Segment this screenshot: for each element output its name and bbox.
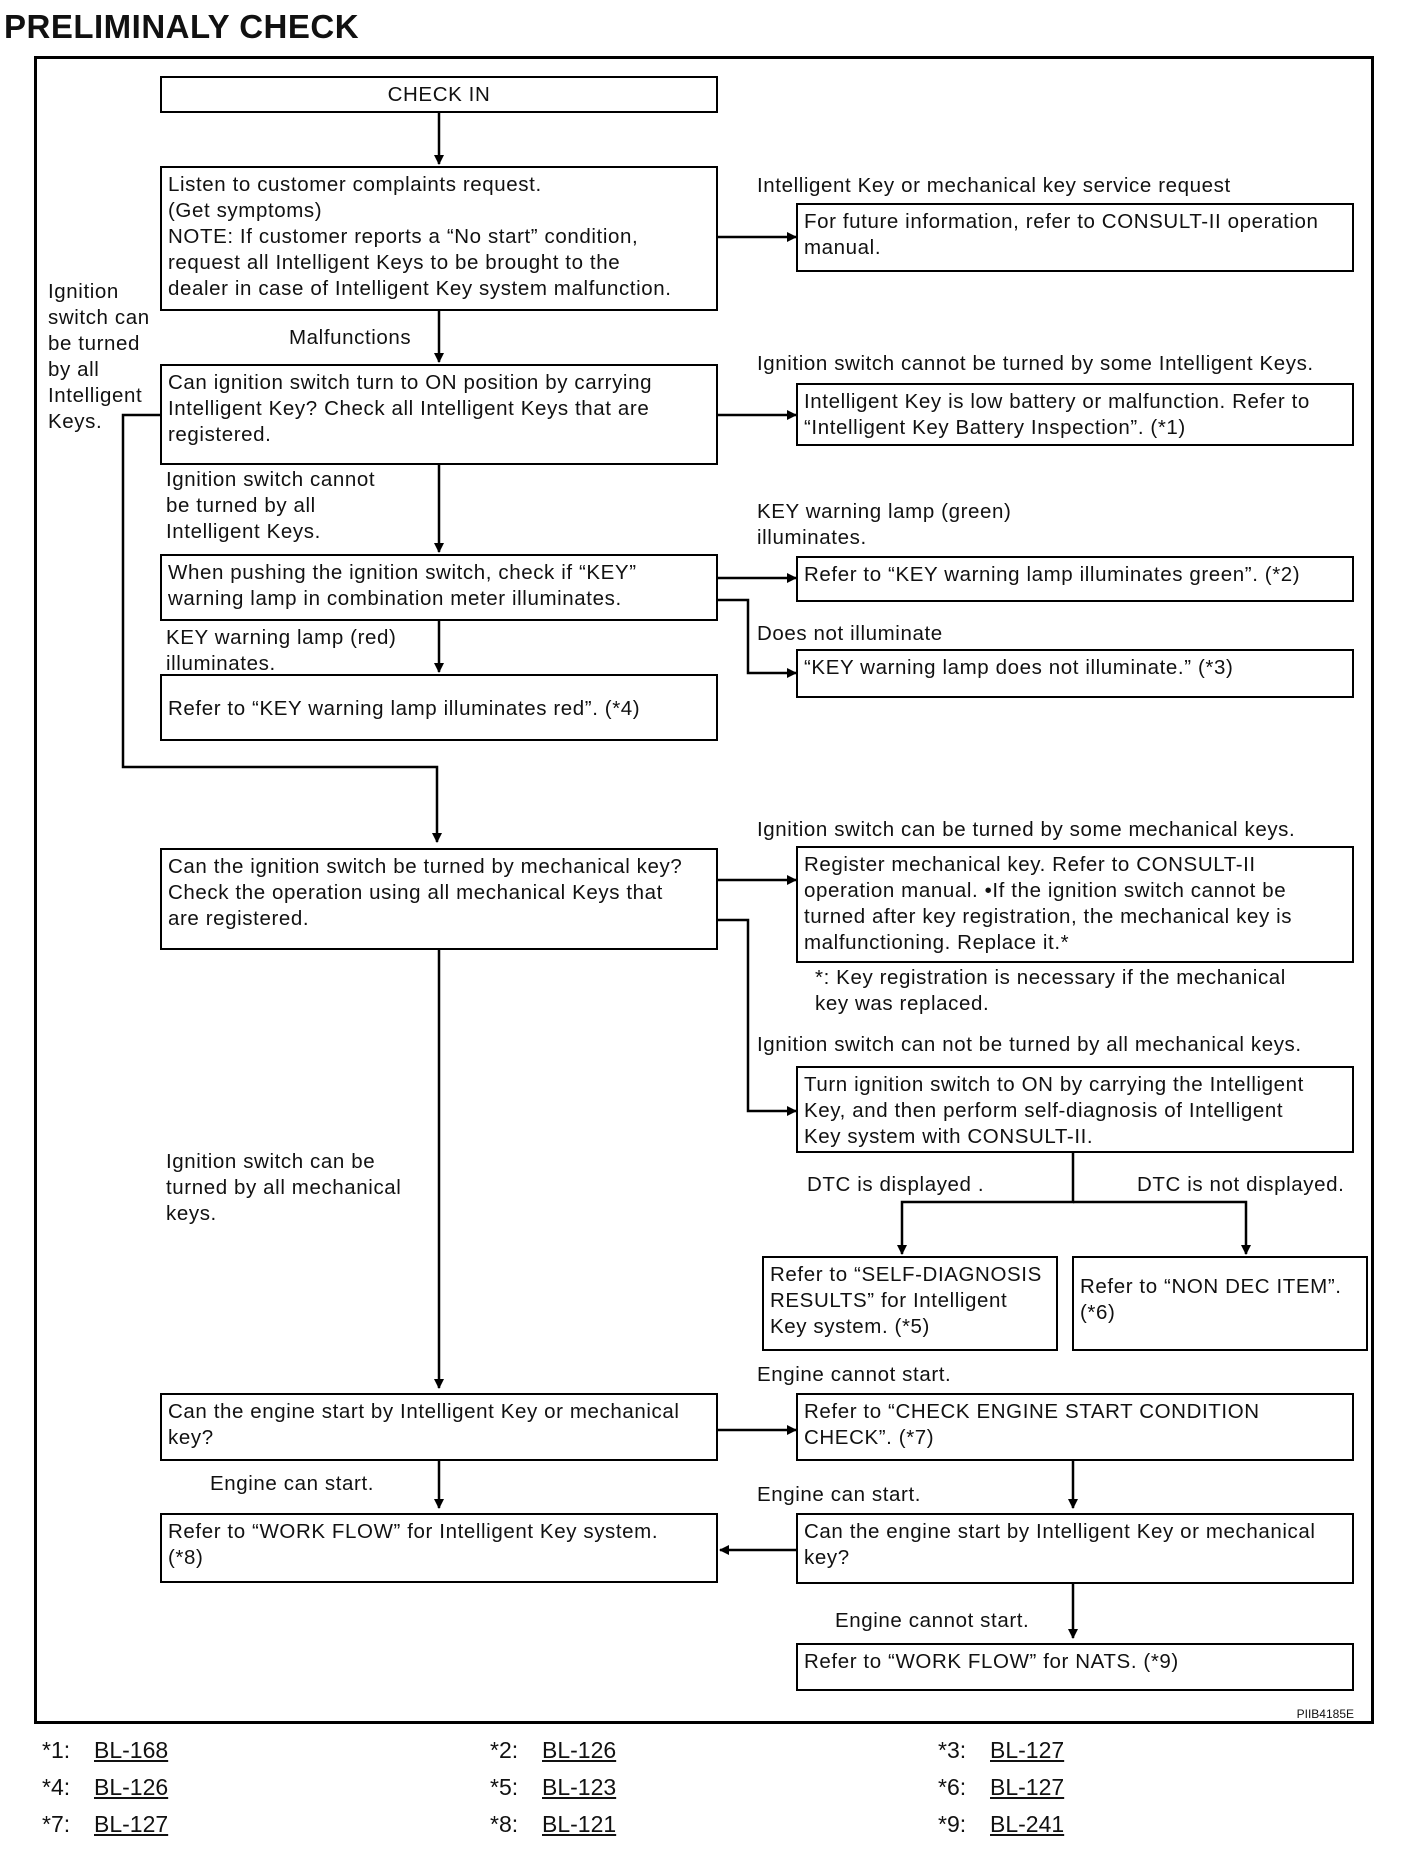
engine-cannot-start-label-1: Engine cannot start. xyxy=(757,1363,952,1386)
check-in-box: CHECK IN xyxy=(160,76,718,113)
footnote-2: *2: BL-126 xyxy=(490,1737,617,1763)
engine-start-right-box: Can the engine start by Intelligent Key or mechanical key? xyxy=(796,1513,1354,1584)
low-battery-box: Intelligent Key is low battery or malfunction. Refer to “Intelligent Key Battery Inspection”. (*1) xyxy=(796,383,1354,446)
footnote-9: *9: BL-241 xyxy=(938,1811,1065,1837)
non-dec-box: Refer to “NON DEC ITEM”. (*6) xyxy=(1072,1256,1368,1351)
footnote-link-5[interactable]: BL-123 xyxy=(542,1774,617,1800)
work-flow-nats-box: Refer to “WORK FLOW” for NATS. (*9) xyxy=(796,1643,1354,1691)
engine-can-start-left-label: Engine can start. xyxy=(210,1472,375,1495)
refer-red-box: Refer to “KEY warning lamp illuminates red”. (*4) xyxy=(160,674,718,741)
can-ignition-box: Can ignition switch turn to ON position by carrying Intelligent Key? Check all Intelligent Keys that are registered. xyxy=(160,364,718,465)
refer-green-box: Refer to “KEY warning lamp illuminates green”. (*2) xyxy=(796,556,1354,602)
footnote-link-4[interactable]: BL-126 xyxy=(94,1774,169,1800)
page-title: PRELIMINALY CHECK xyxy=(4,8,360,45)
ignition-all-label: Ignition switch can be turned by all Intelligent Keys. xyxy=(48,280,150,433)
footnote-6: *6: BL-127 xyxy=(938,1774,1065,1800)
engine-cannot-start-label-2: Engine cannot start. xyxy=(835,1609,1030,1632)
footnote-3: *3: BL-127 xyxy=(938,1737,1065,1763)
listen-complaints-box: Listen to customer complaints request. (Get symptoms) NOTE: If customer reports a “No start” condition, request all Intelligent Keys to be brought to the dealer in case of Intelligent Key system malfunction. xyxy=(160,166,718,311)
footnote-1: *1: BL-168 xyxy=(42,1737,169,1763)
arrow-mech-turnon xyxy=(718,920,796,1111)
register-mech-box: Register mechanical key. Refer to CONSULT-II operation manual. •If the ignition switch cannot be turned after key registration, the mechanical key is malfunctioning. Replace it.* xyxy=(796,846,1354,963)
not-all-mech-label: Ignition switch can not be turned by all mechanical keys. xyxy=(757,1033,1302,1056)
self-diagnosis-box: Refer to “SELF-DIAGNOSIS RESULTS” for Intelligent Key system. (*5) xyxy=(762,1256,1058,1351)
some-mech-label: Ignition switch can be turned by some mechanical keys. xyxy=(757,818,1296,841)
footnote-4: *4: BL-126 xyxy=(42,1774,169,1800)
red-lamp-label: KEY warning lamp (red) illuminates. xyxy=(166,626,397,675)
dtc-not-displayed-label: DTC is not displayed. xyxy=(1137,1173,1345,1196)
arrow-turnon-nondec xyxy=(1073,1202,1246,1254)
mech-key-box: Can the ignition switch be turned by mechanical key? Check the operation using all mechanical Keys that are registered. xyxy=(160,848,718,950)
footnote-8: *8: BL-121 xyxy=(490,1811,617,1837)
ik-service-label: Intelligent Key or mechanical key service request xyxy=(757,174,1231,197)
footnote-7: *7: BL-127 xyxy=(42,1811,169,1837)
arrow-turnon-selfdiag xyxy=(902,1153,1073,1254)
work-flow-ik-box: Refer to “WORK FLOW” for Intelligent Key system. (*8) xyxy=(160,1513,718,1583)
footnote-link-9[interactable]: BL-241 xyxy=(990,1811,1065,1837)
cannot-some-ik-label: Ignition switch cannot be turned by some Intelligent Keys. xyxy=(757,352,1314,375)
pushing-ignition-box: When pushing the ignition switch, check if “KEY” warning lamp in combination meter illuminates. xyxy=(160,554,718,621)
footnote-link-8[interactable]: BL-121 xyxy=(542,1811,617,1837)
not-illuminate-box: “KEY warning lamp does not illuminate.” (*3) xyxy=(796,649,1354,698)
all-mech-label: Ignition switch can be turned by all mechanical keys. xyxy=(166,1150,402,1225)
footnote-link-2[interactable]: BL-126 xyxy=(542,1737,617,1763)
footnote-link-3[interactable]: BL-127 xyxy=(990,1737,1065,1763)
future-info-box: For future information, refer to CONSULT-II operation manual. xyxy=(796,203,1354,272)
footnote-link-7[interactable]: BL-127 xyxy=(94,1811,169,1837)
check-engine-box: Refer to “CHECK ENGINE START CONDITION CHECK”. (*7) xyxy=(796,1393,1354,1461)
cannot-all-ik-label: Ignition switch cannot be turned by all Intelligent Keys. xyxy=(166,468,376,543)
figure-code: PIIB4185E xyxy=(1296,1707,1354,1721)
engine-start-left-box: Can the engine start by Intelligent Key or mechanical key? xyxy=(160,1393,718,1461)
turn-on-box: Turn ignition switch to ON by carrying the Intelligent Key, and then perform self-diagnosis of Intelligent Key system with CONSULT-II. xyxy=(796,1066,1354,1153)
footnote-link-6[interactable]: BL-127 xyxy=(990,1774,1065,1800)
footnote-5: *5: BL-123 xyxy=(490,1774,617,1800)
engine-can-start-right-label: Engine can start. xyxy=(757,1483,922,1506)
not-illuminate-label: Does not illuminate xyxy=(757,622,943,645)
malfunctions-label: Malfunctions xyxy=(289,326,412,349)
key-registration-note: *: Key registration is necessary if the mechanical key was replaced. xyxy=(815,966,1286,1015)
footnote-link-1[interactable]: BL-168 xyxy=(94,1737,169,1763)
green-lamp-label: KEY warning lamp (green) illuminates. xyxy=(757,500,1012,549)
dtc-displayed-label: DTC is displayed . xyxy=(807,1173,985,1196)
